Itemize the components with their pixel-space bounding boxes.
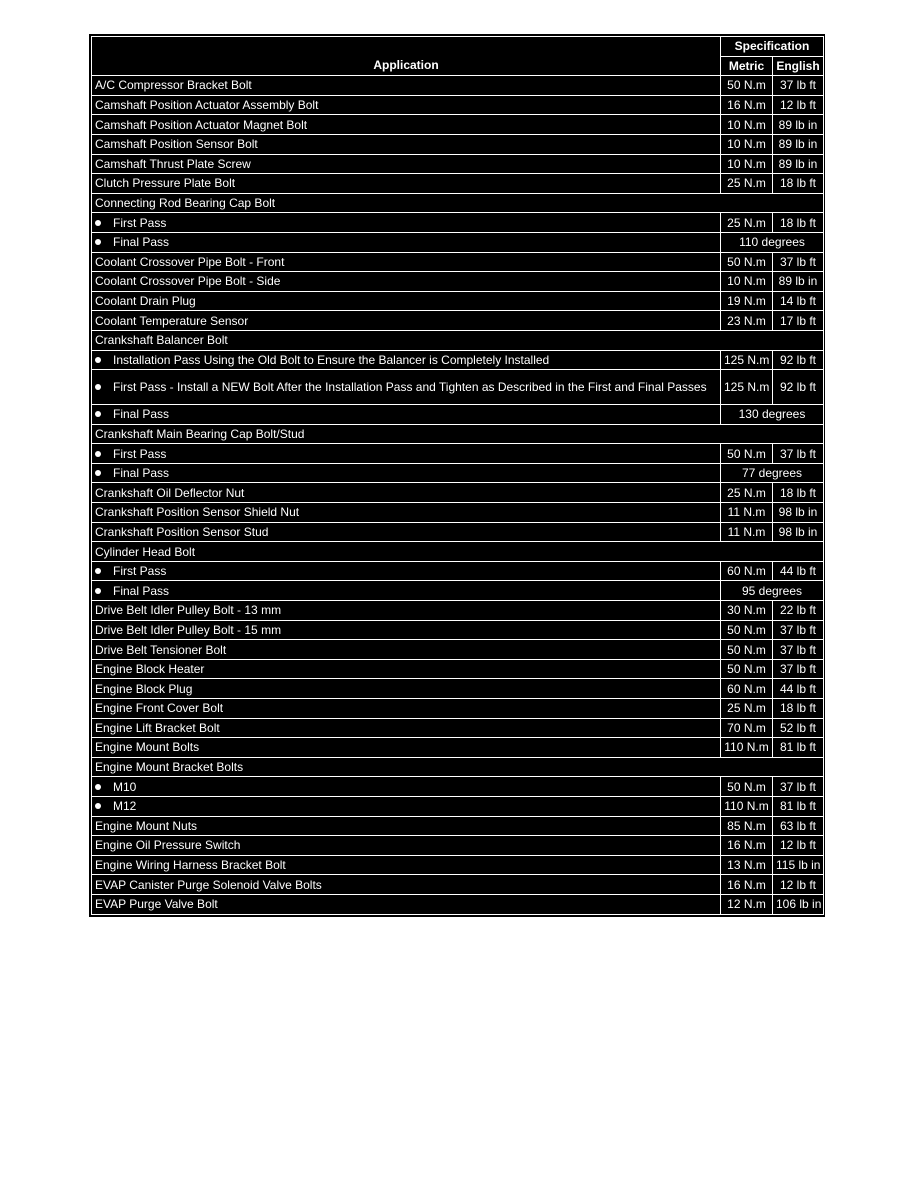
sub-application-cell	[92, 350, 721, 370]
application-cell: Drive Belt Tensioner Bolt	[92, 640, 721, 660]
english-cell: 37 lb ft	[773, 640, 824, 660]
bullet-icon	[95, 357, 101, 363]
metric-cell: 16 N.m	[721, 875, 773, 895]
angle-cell: 77 degrees	[721, 463, 824, 483]
table-row	[92, 757, 824, 777]
sub-application-cell	[92, 444, 721, 464]
application-cell: Coolant Temperature Sensor	[92, 311, 721, 331]
english-cell: 98 lb in	[773, 503, 824, 523]
english-cell: 89 lb in	[773, 115, 824, 135]
sub-application-cell	[92, 232, 721, 252]
metric-cell: 25 N.m	[721, 483, 773, 503]
metric-cell: 10 N.m	[721, 115, 773, 135]
application-cell: Engine Block Plug	[92, 679, 721, 699]
sub-application-label: First Pass - Install a NEW Bolt After the Installation Pass and Tighten as Described in the First and Final Passes	[113, 380, 707, 395]
metric-cell: 16 N.m	[721, 836, 773, 856]
application-cell: Crankshaft Position Sensor Shield Nut	[92, 503, 721, 523]
application-cell: Crankshaft Position Sensor Stud	[92, 522, 721, 542]
application-cell: Coolant Crossover Pipe Bolt - Front	[92, 252, 721, 272]
group-label: Cylinder Head Bolt	[92, 542, 824, 562]
english-cell: 37 lb ft	[773, 620, 824, 640]
table-row	[92, 503, 824, 523]
english-cell: 89 lb in	[773, 154, 824, 174]
table-row	[92, 370, 824, 405]
sub-application-label: M10	[113, 779, 137, 794]
angle-cell: 95 degrees	[721, 581, 824, 601]
english-cell: 37 lb ft	[773, 777, 824, 797]
table-row	[92, 311, 824, 331]
table-row	[92, 272, 824, 292]
sub-application-cell	[92, 463, 721, 483]
sub-application-label: First Pass	[113, 215, 167, 230]
application-cell: Camshaft Position Actuator Magnet Bolt	[92, 115, 721, 135]
table-row	[92, 291, 824, 311]
table-row	[92, 875, 824, 895]
application-cell: Engine Mount Bolts	[92, 738, 721, 758]
sub-application-label: Installation Pass Using the Old Bolt to Ensure the Balancer is Completely Installed	[113, 352, 550, 367]
application-cell: A/C Compressor Bracket Bolt	[92, 76, 721, 96]
sub-application-label: Final Pass	[113, 235, 170, 250]
english-cell: 44 lb ft	[773, 561, 824, 581]
english-cell: 12 lb ft	[773, 95, 824, 115]
sub-application-cell	[92, 561, 721, 581]
english-cell: 14 lb ft	[773, 291, 824, 311]
bullet-icon	[95, 803, 101, 809]
english-cell: 81 lb ft	[773, 738, 824, 758]
bullet-icon	[95, 784, 101, 790]
group-label: Crankshaft Main Bearing Cap Bolt/Stud	[92, 424, 824, 444]
group-label: Engine Mount Bracket Bolts	[92, 757, 824, 777]
sub-application-cell	[92, 581, 721, 601]
table-row	[92, 796, 824, 816]
application-cell: Drive Belt Idler Pulley Bolt - 15 mm	[92, 620, 721, 640]
torque-spec-table	[91, 36, 824, 915]
english-cell: 12 lb ft	[773, 875, 824, 895]
bullet-icon	[95, 451, 101, 457]
english-cell: 37 lb ft	[773, 444, 824, 464]
english-cell: 18 lb ft	[773, 483, 824, 503]
application-cell: Coolant Drain Plug	[92, 291, 721, 311]
header-specification: Specification	[721, 37, 824, 57]
application-cell: Camshaft Thrust Plate Screw	[92, 154, 721, 174]
metric-cell: 110 N.m	[721, 796, 773, 816]
header-english: English	[773, 56, 824, 76]
bullet-icon	[95, 568, 101, 574]
metric-cell: 125 N.m	[721, 350, 773, 370]
application-cell: Drive Belt Idler Pulley Bolt - 13 mm	[92, 601, 721, 621]
application-cell: EVAP Purge Valve Bolt	[92, 894, 721, 914]
application-cell: Engine Lift Bracket Bolt	[92, 718, 721, 738]
sub-application-label: Final Pass	[113, 407, 170, 422]
table-row	[92, 699, 824, 719]
metric-cell: 60 N.m	[721, 679, 773, 699]
application-cell: Clutch Pressure Plate Bolt	[92, 174, 721, 194]
table-row	[92, 115, 824, 135]
table-row	[92, 601, 824, 621]
table-row	[92, 134, 824, 154]
sub-application-label: First Pass	[113, 564, 167, 579]
english-cell: 89 lb in	[773, 272, 824, 292]
metric-cell: 19 N.m	[721, 291, 773, 311]
application-cell: Engine Block Heater	[92, 659, 721, 679]
metric-cell: 12 N.m	[721, 894, 773, 914]
application-cell: Engine Front Cover Bolt	[92, 699, 721, 719]
bullet-icon	[95, 384, 101, 390]
english-cell: 92 lb ft	[773, 350, 824, 370]
table-row	[92, 463, 824, 483]
application-cell: Engine Wiring Harness Bracket Bolt	[92, 855, 721, 875]
table-row	[92, 232, 824, 252]
sub-application-label: First Pass	[113, 446, 167, 461]
english-cell: 12 lb ft	[773, 836, 824, 856]
metric-cell: 50 N.m	[721, 640, 773, 660]
english-cell: 52 lb ft	[773, 718, 824, 738]
table-row	[92, 76, 824, 96]
bullet-icon	[95, 239, 101, 245]
table-row	[92, 679, 824, 699]
metric-cell: 25 N.m	[721, 174, 773, 194]
metric-cell: 50 N.m	[721, 659, 773, 679]
english-cell: 22 lb ft	[773, 601, 824, 621]
english-cell: 18 lb ft	[773, 174, 824, 194]
application-cell: Camshaft Position Actuator Assembly Bolt	[92, 95, 721, 115]
english-cell: 37 lb ft	[773, 252, 824, 272]
table-row	[92, 816, 824, 836]
metric-cell: 50 N.m	[721, 76, 773, 96]
english-cell: 98 lb in	[773, 522, 824, 542]
bullet-icon	[95, 470, 101, 476]
table-row	[92, 424, 824, 444]
metric-cell: 11 N.m	[721, 503, 773, 523]
metric-cell: 23 N.m	[721, 311, 773, 331]
metric-cell: 10 N.m	[721, 134, 773, 154]
table-row	[92, 542, 824, 562]
bullet-icon	[95, 220, 101, 226]
metric-cell: 85 N.m	[721, 816, 773, 836]
table-row	[92, 95, 824, 115]
table-row	[92, 483, 824, 503]
table-row	[92, 894, 824, 914]
bullet-icon	[95, 411, 101, 417]
metric-cell: 30 N.m	[721, 601, 773, 621]
table-row	[92, 855, 824, 875]
table-row	[92, 522, 824, 542]
table-row	[92, 193, 824, 213]
table-row	[92, 640, 824, 660]
bullet-icon	[95, 588, 101, 594]
english-cell: 115 lb in	[773, 855, 824, 875]
table-row	[92, 330, 824, 350]
table-row	[92, 620, 824, 640]
metric-cell: 10 N.m	[721, 272, 773, 292]
table-row	[92, 444, 824, 464]
metric-cell: 50 N.m	[721, 777, 773, 797]
application-cell: Crankshaft Oil Deflector Nut	[92, 483, 721, 503]
english-cell: 81 lb ft	[773, 796, 824, 816]
english-cell: 92 lb ft	[773, 370, 824, 405]
sub-application-cell	[92, 777, 721, 797]
table-row	[92, 561, 824, 581]
table-row	[92, 174, 824, 194]
sub-application-cell	[92, 213, 721, 233]
sub-application-label: M12	[113, 799, 137, 814]
metric-cell: 125 N.m	[721, 370, 773, 405]
sub-application-cell	[92, 370, 721, 405]
metric-cell: 110 N.m	[721, 738, 773, 758]
application-cell: Engine Mount Nuts	[92, 816, 721, 836]
metric-cell: 25 N.m	[721, 213, 773, 233]
metric-cell: 25 N.m	[721, 699, 773, 719]
metric-cell: 11 N.m	[721, 522, 773, 542]
metric-cell: 70 N.m	[721, 718, 773, 738]
table-row	[92, 777, 824, 797]
sub-application-label: Final Pass	[113, 583, 170, 598]
metric-cell: 60 N.m	[721, 561, 773, 581]
sub-application-label: Final Pass	[113, 466, 170, 481]
metric-cell: 50 N.m	[721, 252, 773, 272]
application-cell: Camshaft Position Sensor Bolt	[92, 134, 721, 154]
english-cell: 63 lb ft	[773, 816, 824, 836]
table-row	[92, 405, 824, 425]
application-cell: Coolant Crossover Pipe Bolt - Side	[92, 272, 721, 292]
sub-application-cell	[92, 405, 721, 425]
table-row	[92, 738, 824, 758]
table-row	[92, 836, 824, 856]
group-label: Crankshaft Balancer Bolt	[92, 330, 824, 350]
angle-cell: 130 degrees	[721, 405, 824, 425]
english-cell: 106 lb in	[773, 894, 824, 914]
table-row	[92, 213, 824, 233]
english-cell: 37 lb ft	[773, 659, 824, 679]
english-cell: 89 lb in	[773, 134, 824, 154]
table-row	[92, 718, 824, 738]
english-cell: 18 lb ft	[773, 213, 824, 233]
table-row	[92, 659, 824, 679]
application-cell: Engine Oil Pressure Switch	[92, 836, 721, 856]
metric-cell: 16 N.m	[721, 95, 773, 115]
english-cell: 17 lb ft	[773, 311, 824, 331]
table-row	[92, 350, 824, 370]
table-row	[92, 154, 824, 174]
metric-cell: 13 N.m	[721, 855, 773, 875]
torque-spec-table-frame	[89, 34, 825, 917]
sub-application-cell	[92, 796, 721, 816]
metric-cell: 50 N.m	[721, 444, 773, 464]
english-cell: 44 lb ft	[773, 679, 824, 699]
metric-cell: 50 N.m	[721, 620, 773, 640]
application-cell: EVAP Canister Purge Solenoid Valve Bolts	[92, 875, 721, 895]
header-metric: Metric	[721, 56, 773, 76]
table-body	[92, 76, 824, 914]
header-application: Application	[92, 37, 721, 76]
group-label: Connecting Rod Bearing Cap Bolt	[92, 193, 824, 213]
table-row	[92, 252, 824, 272]
english-cell: 37 lb ft	[773, 76, 824, 96]
angle-cell: 110 degrees	[721, 232, 824, 252]
table-row	[92, 581, 824, 601]
english-cell: 18 lb ft	[773, 699, 824, 719]
metric-cell: 10 N.m	[721, 154, 773, 174]
